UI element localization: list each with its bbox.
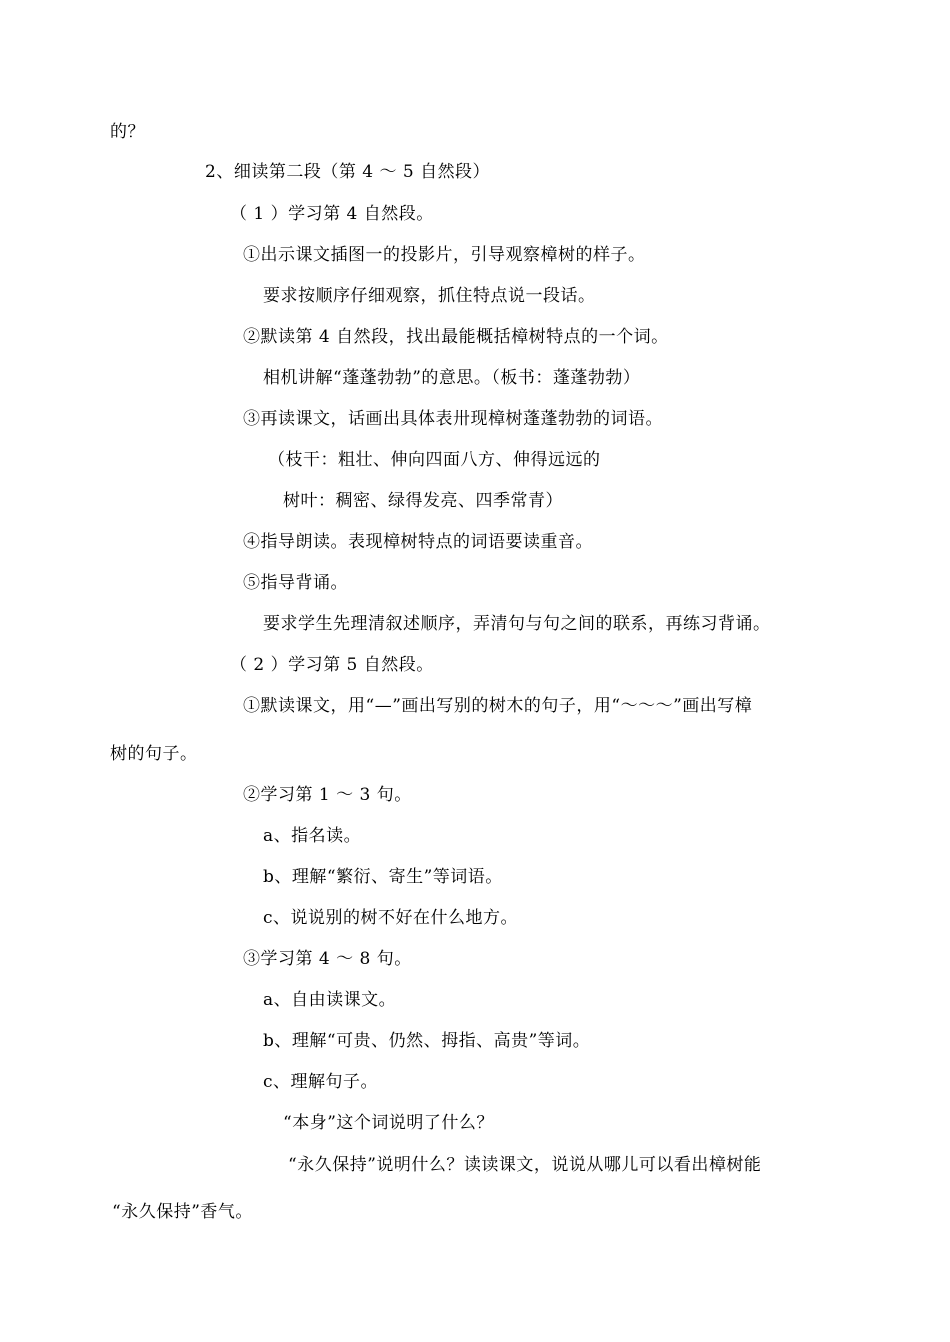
step-item: ①出示课文插图一的投影片，引导观察樟树的样子。 xyxy=(243,245,646,265)
text-line: 相机讲解“蓬蓬勃勃”的意思。（板书：蓬蓬勃勃） xyxy=(263,368,641,388)
list-item: a、指名读。 xyxy=(263,826,362,846)
step-item: ③再读课文，话画出具体表卅现樟树蓬蓬勃勃的词语。 xyxy=(243,409,663,429)
text-line: 树的句子。 xyxy=(110,744,198,764)
text-line: 要求按顺序仔细观察，抓住特点说一段话。 xyxy=(263,286,596,306)
list-item: a、自由读课文。 xyxy=(263,990,397,1010)
text-line: 的？ xyxy=(110,122,145,142)
list-item: c、理解句子。 xyxy=(263,1072,379,1092)
step-item: ①默读课文，用“—”画出写别的树木的句子，用“～～～”画出写樟 xyxy=(243,696,753,716)
text-line: “永久保持”香气。 xyxy=(112,1202,253,1222)
text-line: “永久保持”说明什么？读读课文，说说从哪儿可以看出樟树能 xyxy=(288,1155,762,1175)
text-line: （枝干：粗壮、伸向四面八方、伸得远远的 xyxy=(268,450,601,470)
subsection-heading: （ 2 ）学习第 5 自然段。 xyxy=(230,655,434,675)
list-item: c、说说别的树不好在什么地方。 xyxy=(263,908,519,928)
step-item: ④指导朗读。表现樟树特点的词语要读重音。 xyxy=(243,532,593,552)
list-item: b、理解“繁衍、寄生”等词语。 xyxy=(263,867,503,887)
step-item: ②默读第 4 自然段，找出最能概括樟树特点的一个词。 xyxy=(243,327,669,347)
subsection-heading: （ 1 ）学习第 4 自然段。 xyxy=(230,204,434,224)
step-item: ⑤指导背诵。 xyxy=(243,573,348,593)
list-item: b、理解“可贵、仍然、拇指、高贵”等词。 xyxy=(263,1031,591,1051)
text-line: “本身”这个词说明了什么？ xyxy=(283,1113,494,1133)
section-heading: 2、细读第二段（第 4 ～ 5 自然段） xyxy=(205,162,491,182)
text-line: 树叶：稠密、绿得发亮、四季常青） xyxy=(283,491,563,511)
step-item: ③学习第 4 ～ 8 句。 xyxy=(243,949,412,969)
step-item: ②学习第 1 ～ 3 句。 xyxy=(243,785,412,805)
text-line: 要求学生先理清叙述顺序，弄清句与句之间的联系，再练习背诵。 xyxy=(263,614,771,634)
